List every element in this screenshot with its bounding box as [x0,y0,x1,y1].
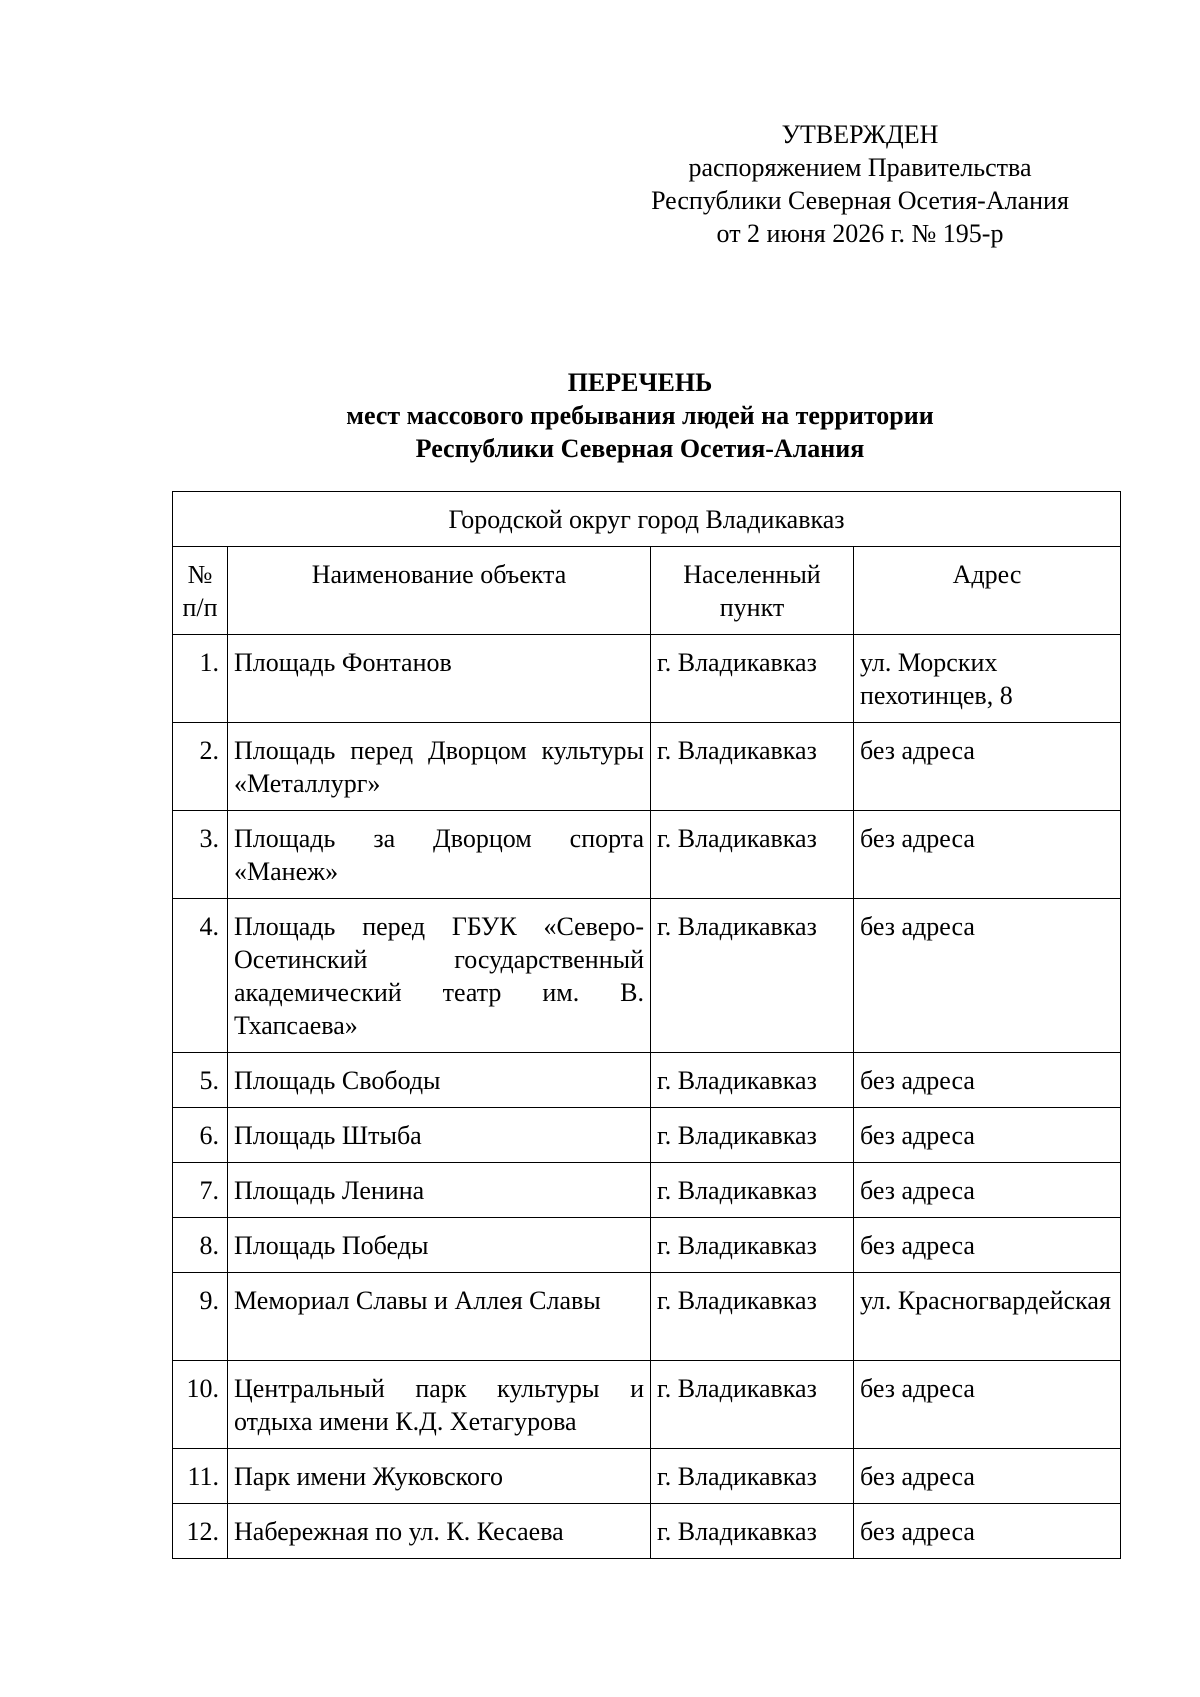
row-name: Площадь за Дворцом спорта «Манеж» [228,811,651,899]
row-settlement: г. Владикавказ [651,635,854,723]
table-row [173,1108,1121,1163]
row-settlement: г. Владикавказ [651,1053,854,1108]
row-address: без адреса [854,811,1121,899]
row-name: Площадь Штыба [228,1108,651,1163]
row-settlement: г. Владикавказ [651,1218,854,1273]
row-settlement: г. Владикавказ [651,723,854,811]
row-address: без адреса [854,723,1121,811]
row-settlement: г. Владикавказ [651,1273,854,1361]
row-num: 8. [173,1218,228,1273]
row-num: 4. [173,899,228,1053]
row-address: без адреса [854,1449,1121,1504]
row-settlement: г. Владикавказ [651,1361,854,1449]
district-name: Городской округ город Владикавказ [173,492,1121,547]
row-address: без адреса [854,1504,1121,1559]
title-line-republic: Республики Северная Осетия-Алания [415,434,865,463]
row-num: 6. [173,1108,228,1163]
row-settlement: г. Владикавказ [651,1108,854,1163]
header-num: № п/п [173,547,228,635]
row-num: 9. [173,1273,228,1361]
document-title [160,366,1120,465]
row-address: без адреса [854,1218,1121,1273]
row-name: Набережная по ул. К. Кесаева [228,1504,651,1559]
row-settlement: г. Владикавказ [651,1504,854,1559]
row-name: Площадь перед ГБУК «Северо-Осетинский государственный академический театр им. В. Тхапсаева» [228,899,651,1053]
approval-stamp [560,118,1160,250]
row-address: ул. Морских пехотинцев, 8 [854,635,1121,723]
row-name: Площадь перед Дворцом культуры «Металлург» [228,723,651,811]
row-name: Площадь Ленина [228,1163,651,1218]
row-name: Площадь Фонтанов [228,635,651,723]
table-row [173,1504,1121,1559]
row-settlement: г. Владикавказ [651,899,854,1053]
row-address: без адреса [854,1053,1121,1108]
title-line-list: ПЕРЕЧЕНЬ [567,368,713,397]
table-row [173,1163,1121,1218]
table-row [173,635,1121,723]
table-row [173,723,1121,811]
row-num: 5. [173,1053,228,1108]
table-row [173,1273,1121,1361]
row-address: без адреса [854,899,1121,1053]
header-settlement: Населенный пункт [651,547,854,635]
table-row [173,899,1121,1053]
row-address: без адреса [854,1361,1121,1449]
row-address: без адреса [854,1108,1121,1163]
table-row [173,1449,1121,1504]
row-name: Мемориал Славы и Аллея Славы [228,1273,651,1361]
row-num: 1. [173,635,228,723]
approval-line-approved: УТВЕРЖДЕН [781,120,939,149]
table-row [173,1361,1121,1449]
row-num: 12. [173,1504,228,1559]
row-settlement: г. Владикавказ [651,1449,854,1504]
title-line-subject: мест массового пребывания людей на территории [346,401,934,430]
row-name: Площадь Свободы [228,1053,651,1108]
row-num: 7. [173,1163,228,1218]
approval-line-date-number: от 2 июня 2026 г. № 195-р [716,219,1004,248]
header-name: Наименование объекта [228,547,651,635]
row-settlement: г. Владикавказ [651,811,854,899]
places-table [172,491,1121,1559]
row-num: 2. [173,723,228,811]
row-name: Центральный парк культуры и отдыха имени К.Д. Хетагурова [228,1361,651,1449]
table-row [173,811,1121,899]
table-row [173,1053,1121,1108]
row-num: 3. [173,811,228,899]
approval-line-order: распоряжением Правительства [688,153,1032,182]
row-address: без адреса [854,1163,1121,1218]
row-name: Площадь Победы [228,1218,651,1273]
table-row [173,1218,1121,1273]
row-settlement: г. Владикавказ [651,1163,854,1218]
table-header-row [173,547,1121,635]
approval-line-republic: Республики Северная Осетия-Алания [651,186,1069,215]
district-row [173,492,1121,547]
row-num: 10. [173,1361,228,1449]
header-address: Адрес [854,547,1121,635]
row-num: 11. [173,1449,228,1504]
row-address: ул. Красногвардейская [854,1273,1121,1361]
row-name: Парк имени Жуковского [228,1449,651,1504]
